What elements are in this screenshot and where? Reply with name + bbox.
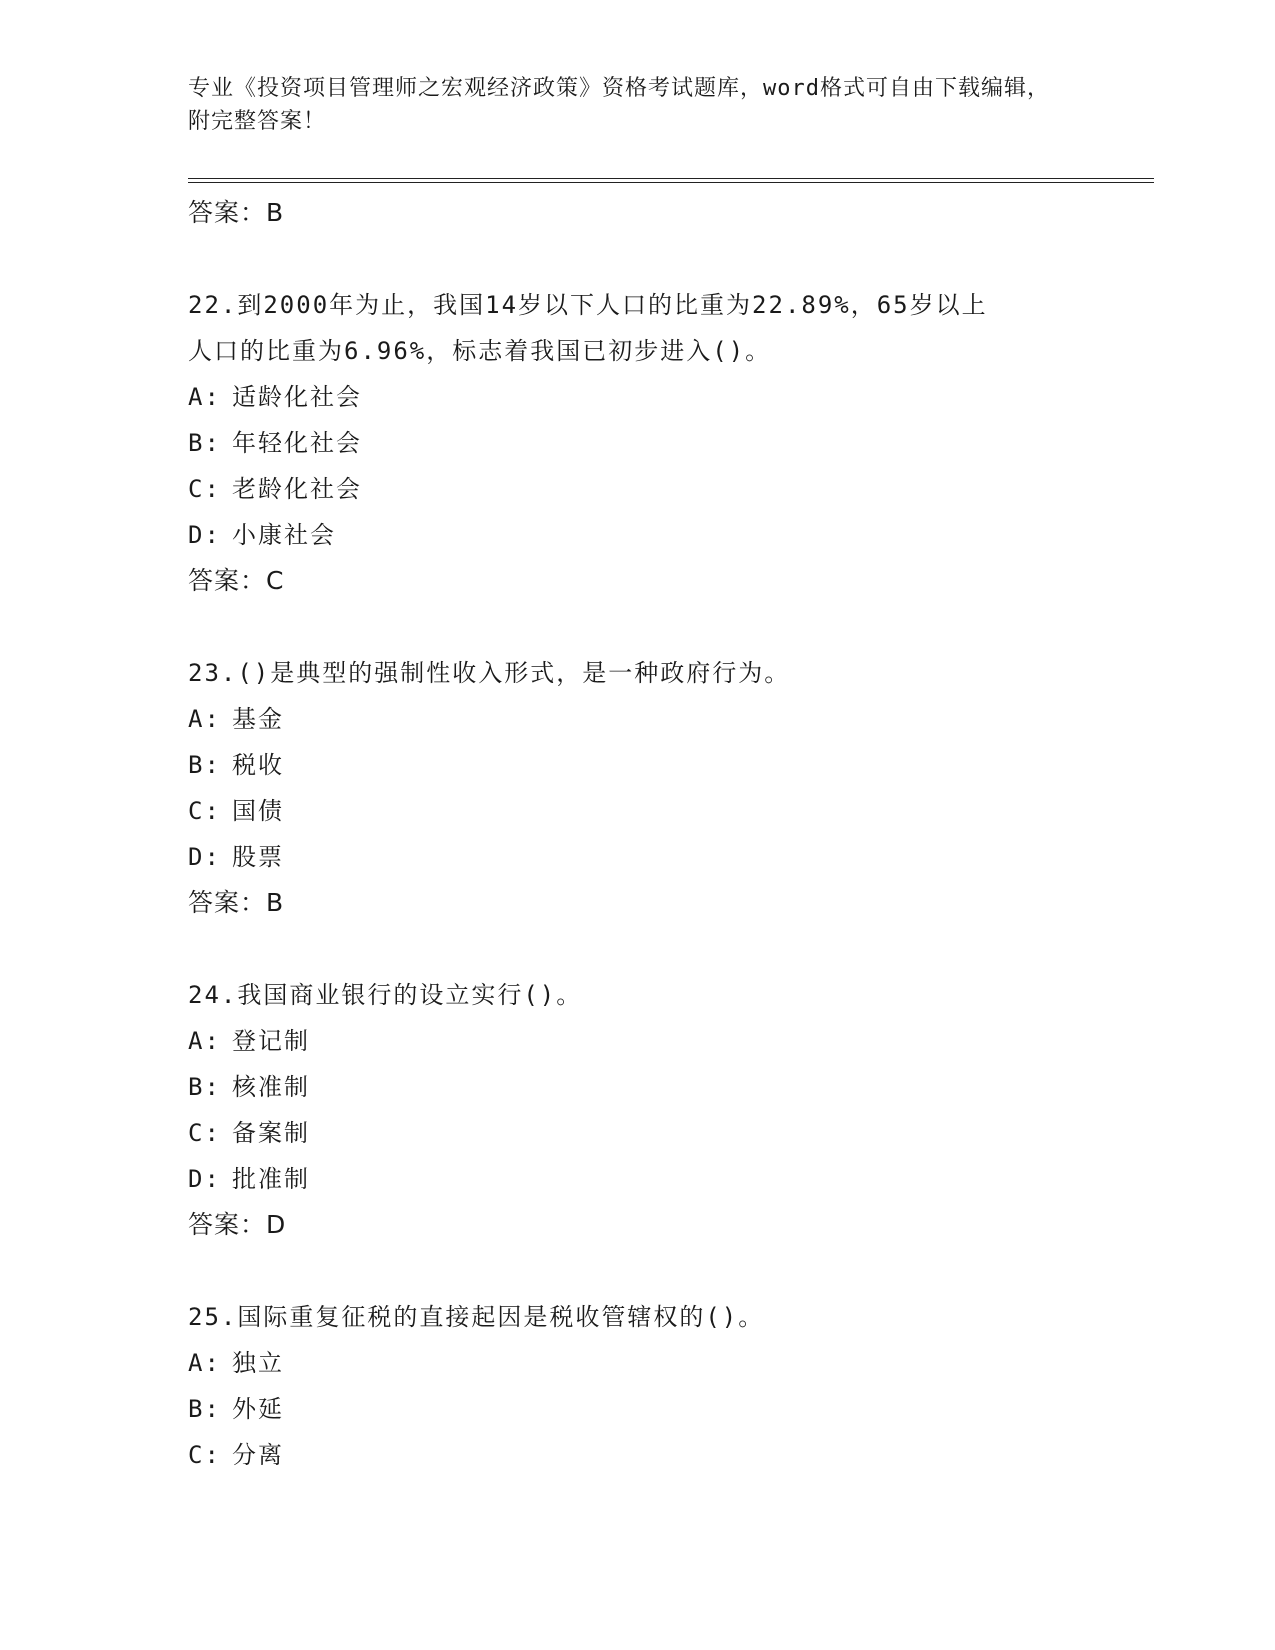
- question-text: 24.我国商业银行的设立实行()。: [188, 981, 583, 1009]
- header-divider-double: [188, 182, 1154, 183]
- answer-line: 答案：B: [188, 888, 285, 917]
- option-label: B:: [188, 429, 221, 457]
- option-b: [188, 742, 1088, 788]
- option-label: D:: [188, 521, 221, 549]
- option-d: [188, 1156, 1088, 1202]
- option-c: [188, 1432, 1088, 1478]
- option-a: [188, 696, 1088, 742]
- question-list: [188, 190, 1088, 1478]
- option-text: 独立: [232, 1349, 284, 1377]
- option-label: A:: [188, 1349, 221, 1377]
- option-text: 适龄化社会: [232, 383, 362, 411]
- option-text: 税收: [232, 751, 284, 779]
- option-c: [188, 788, 1088, 834]
- option-text: 批准制: [232, 1165, 310, 1193]
- question-text: 22.到2000年为止，我国14岁以下人口的比重为22.89%，65岁以上: [188, 291, 988, 319]
- option-b: [188, 420, 1088, 466]
- option-label: B:: [188, 1395, 221, 1423]
- question-text: 25.国际重复征税的直接起因是税收管辖权的()。: [188, 1303, 765, 1331]
- option-label: C:: [188, 475, 221, 503]
- option-label: D:: [188, 843, 221, 871]
- answer-line: 答案：D: [188, 1210, 287, 1239]
- option-text: 小康社会: [232, 521, 336, 549]
- option-text: 年轻化社会: [232, 429, 362, 457]
- option-text: 登记制: [232, 1027, 310, 1055]
- option-b: [188, 1064, 1088, 1110]
- option-c: [188, 466, 1088, 512]
- option-text: 外延: [232, 1395, 284, 1423]
- option-text: 国债: [232, 797, 284, 825]
- option-b: [188, 1386, 1088, 1432]
- option-label: C:: [188, 1119, 221, 1147]
- option-a: [188, 1018, 1088, 1064]
- option-a: [188, 1340, 1088, 1386]
- option-label: C:: [188, 1441, 221, 1469]
- option-label: B:: [188, 1073, 221, 1101]
- option-label: B:: [188, 751, 221, 779]
- option-label: A:: [188, 383, 221, 411]
- answer-line: 答案：C: [188, 566, 285, 595]
- option-text: 核准制: [232, 1073, 310, 1101]
- header-divider: [188, 178, 1154, 179]
- option-d: [188, 834, 1088, 880]
- answer-line: 答案：B: [188, 198, 285, 227]
- option-d: [188, 512, 1088, 558]
- option-label: D:: [188, 1165, 221, 1193]
- option-label: C:: [188, 797, 221, 825]
- question-23: [188, 650, 1088, 926]
- option-text: 备案制: [232, 1119, 310, 1147]
- option-text: 分离: [232, 1441, 284, 1469]
- document-header: 专业《投资项目管理师之宏观经济政策》资格考试题库，word格式可自由下载编辑，附完整答案！: [188, 76, 1050, 134]
- question-24: [188, 972, 1088, 1248]
- option-text: 股票: [232, 843, 284, 871]
- question-25: [188, 1294, 1088, 1478]
- option-c: [188, 1110, 1088, 1156]
- question-22: [188, 282, 1088, 604]
- option-label: A:: [188, 1027, 221, 1055]
- option-a: [188, 374, 1088, 420]
- option-text: 基金: [232, 705, 284, 733]
- question-text: 23.()是典型的强制性收入形式，是一种政府行为。: [188, 659, 791, 687]
- question-text-continued: 人口的比重为6.96%，标志着我国已初步进入()。: [188, 337, 772, 365]
- option-text: 老龄化社会: [232, 475, 362, 503]
- option-label: A:: [188, 705, 221, 733]
